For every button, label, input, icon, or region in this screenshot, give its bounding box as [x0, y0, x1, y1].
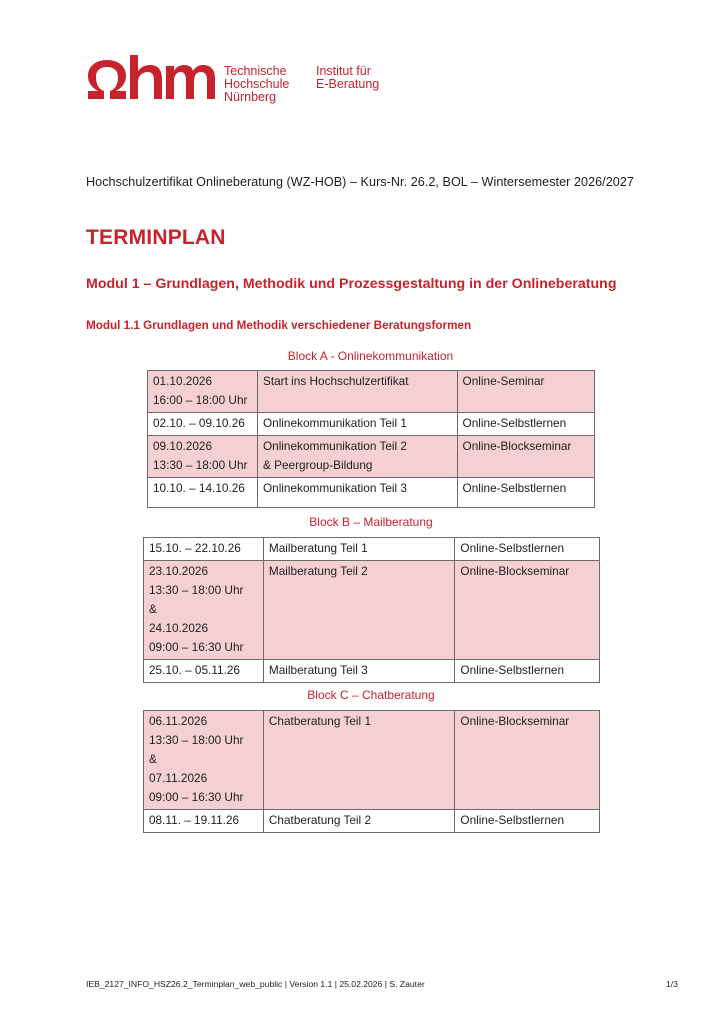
- format-cell: Online-Blockseminar: [455, 711, 600, 810]
- institute-line: Institut für: [316, 64, 371, 78]
- course-info: Hochschulzertifikat Onlineberatung (WZ-HOB) – Kurs-Nr. 26.2, BOL – Wintersemester 2026/2027: [86, 175, 634, 189]
- topic-cell: Mailberatung Teil 1: [263, 538, 454, 561]
- block-c-title: Block C – Chatberatung: [307, 688, 435, 702]
- institute-line: E-Beratung: [316, 77, 380, 91]
- date-cell: 23.10.2026 13:30 – 18:00 Uhr & 24.10.2026 09:00 – 16:30 Uhr: [144, 561, 264, 660]
- table-row: [144, 810, 600, 833]
- topic-cell: Onlinekommunikation Teil 3: [257, 478, 457, 508]
- format-cell: Online-Selbstlernen: [455, 810, 600, 833]
- topic-cell: Mailberatung Teil 3: [263, 660, 454, 683]
- topic-cell: Mailberatung Teil 2: [263, 561, 454, 660]
- block-c-table: [143, 710, 600, 833]
- table-row: [144, 711, 600, 810]
- topic-cell: Chatberatung Teil 1: [263, 711, 454, 810]
- university-line: Technische: [224, 64, 287, 78]
- format-cell: Online-Blockseminar: [457, 436, 594, 478]
- date-cell: 15.10. – 22.10.26: [144, 538, 264, 561]
- university-line: Nürnberg: [224, 90, 277, 104]
- date-cell: 10.10. – 14.10.26: [148, 478, 258, 508]
- table-row: [148, 478, 595, 508]
- modul-heading: Modul 1 – Grundlagen, Methodik und Prozessgestaltung in der Onlineberatung: [86, 276, 617, 292]
- page-title: TERMINPLAN: [86, 226, 226, 249]
- topic-cell: Onlinekommunikation Teil 2 & Peergroup-Bildung: [257, 436, 457, 478]
- block-a-title: Block A - Onlinekommunikation: [287, 349, 454, 363]
- submodul-heading: Modul 1.1 Grundlagen und Methodik verschiedener Beratungsformen: [86, 319, 472, 332]
- table-row: [148, 371, 595, 413]
- ohm-wordmark-icon: [86, 55, 218, 99]
- institute-name: [316, 65, 379, 91]
- date-cell: 06.11.2026 13:30 – 18:00 Uhr & 07.11.2026 09:00 – 16:30 Uhr: [144, 711, 264, 810]
- university-name: [224, 65, 289, 104]
- format-cell: Online-Selbstlernen: [457, 413, 594, 436]
- block-b-table: [143, 537, 600, 683]
- page-number: 1/3: [666, 979, 678, 989]
- block-b-title: Block B – Mailberatung: [309, 515, 433, 529]
- date-cell: 09.10.2026 13:30 – 18:00 Uhr: [148, 436, 258, 478]
- format-cell: Online-Selbstlernen: [455, 538, 600, 561]
- topic-cell: Chatberatung Teil 2: [263, 810, 454, 833]
- footer-document-info: IEB_2127_INFO_HSZ26.2_Terminplan_web_public | Version 1.1 | 25.02.2026 | S. Zauter: [86, 979, 425, 989]
- format-cell: Online-Seminar: [457, 371, 594, 413]
- table-row: [144, 660, 600, 683]
- ohm-logo: [86, 55, 218, 99]
- date-cell: 25.10. – 05.11.26: [144, 660, 264, 683]
- date-cell: 08.11. – 19.11.26: [144, 810, 264, 833]
- table-row: [144, 538, 600, 561]
- topic-cell: Onlinekommunikation Teil 1: [257, 413, 457, 436]
- table-row: [144, 561, 600, 660]
- format-cell: Online-Blockseminar: [455, 561, 600, 660]
- date-cell: 01.10.2026 16:00 – 18:00 Uhr: [148, 371, 258, 413]
- university-line: Hochschule: [224, 77, 290, 91]
- format-cell: Online-Selbstlernen: [455, 660, 600, 683]
- format-cell: Online-Selbstlernen: [457, 478, 594, 508]
- table-row: [148, 436, 595, 478]
- table-row: [148, 413, 595, 436]
- block-a-table: [147, 370, 595, 508]
- date-cell: 02.10. – 09.10.26: [148, 413, 258, 436]
- topic-cell: Start ins Hochschulzertifikat: [257, 371, 457, 413]
